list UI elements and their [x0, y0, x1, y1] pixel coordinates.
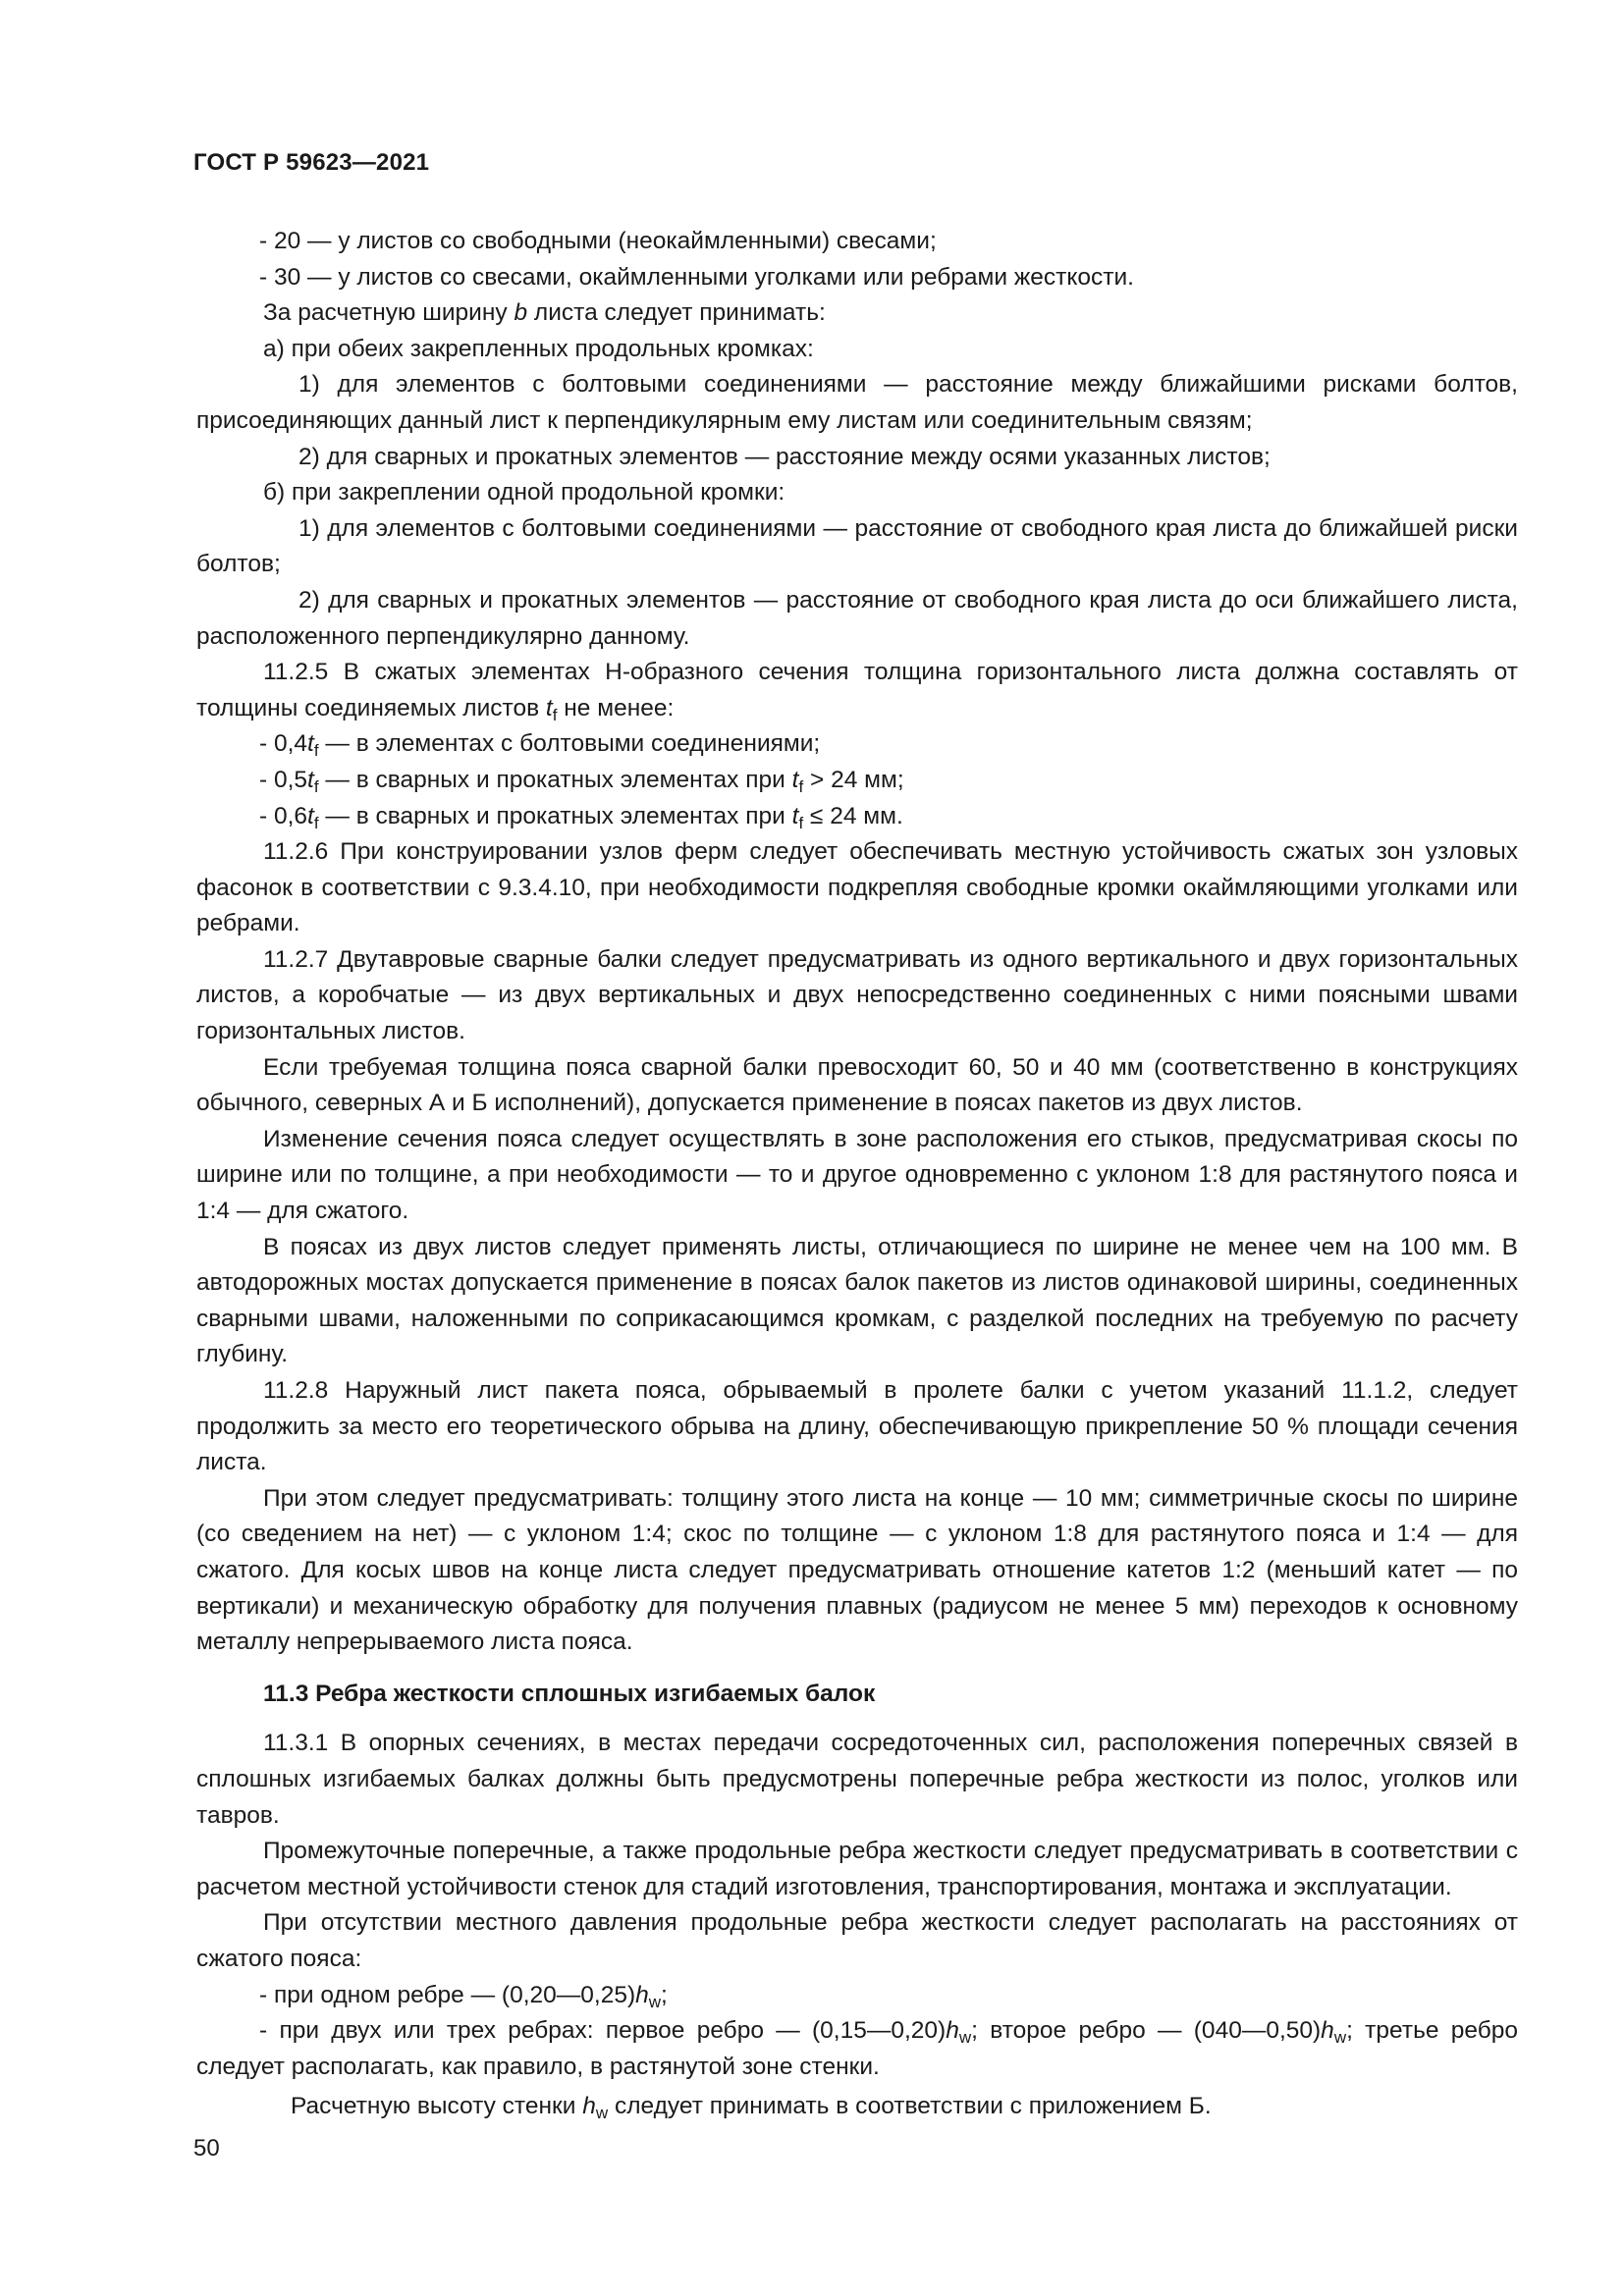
- list-item: - 20 — у листов со свободными (неокаймленными) свесами;: [259, 228, 937, 254]
- text-run: За расчетную ширину: [263, 299, 514, 327]
- list-item: [196, 1978, 1518, 2014]
- list-item: [196, 763, 1518, 799]
- sub-list-item: 1) для элементов с болтовыми соединениями — расстояние от свободного края листа до ближайшей риски болтов;: [196, 514, 1518, 578]
- subscript: f: [552, 705, 558, 724]
- text-run: - 0,5: [259, 766, 308, 793]
- variable: t: [791, 766, 799, 793]
- paragraph: Изменение сечения пояса следует осуществлять в зоне расположения его стыков, предусматривая скосы по ширине или по толщине, а при необходимости — то и другое одновременно с уклоном 1:8 для растянутого пояса и 1:4 — для сжатого.: [196, 1125, 1518, 1225]
- text-run: ;: [661, 1981, 668, 2008]
- sub-list-item: 1) для элементов с болтовыми соединениями — расстояние между ближайшими рисками болтов, присоединяющих данный лист к перпендикулярным ему листам или соединительным связям;: [196, 371, 1518, 434]
- list-item: [196, 2013, 1518, 2085]
- list-item: б) при закреплении одной продольной кромки:: [263, 479, 785, 507]
- subscript: f: [798, 813, 804, 832]
- list-item: - 30 — у листов со свесами, окаймленными уголками или ребрами жесткости.: [259, 263, 1134, 291]
- variable: b: [514, 299, 528, 327]
- text-run: ≤ 24 мм.: [803, 802, 903, 829]
- clause-11-3-1: 11.3.1 В опорных сечениях, в местах передачи сосредоточенных сил, расположения поперечных связей в сплошных изгибаемых балках должны быть предусмотрены поперечные ребра жесткости из полос, уголков или тавров.: [196, 1730, 1518, 1829]
- text-run: Расчетную высоту стенки: [291, 2093, 583, 2120]
- variable: h: [635, 1981, 649, 2008]
- text-run: следует принимать в соответствии с приложением Б.: [608, 2093, 1212, 2120]
- list-item: [196, 799, 1518, 835]
- variable: t: [545, 694, 553, 721]
- text-run: - при одном ребре — (0,20—0,25): [259, 1981, 636, 2008]
- variable: h: [582, 2093, 596, 2120]
- sub-list-item: 2) для сварных и прокатных элементов — расстояние между осями указанных листов;: [298, 443, 1271, 470]
- text-run: — в сварных и прокатных элементах при: [318, 766, 792, 793]
- subscript: w: [958, 2028, 972, 2048]
- subscript: w: [595, 2104, 609, 2123]
- text-run: ; третье ребро следует располагать, как правило, в растянутой зоне стенки.: [196, 2017, 1519, 2080]
- paragraph: [196, 295, 1518, 332]
- body-text: [196, 224, 1518, 2125]
- variable: h: [946, 2017, 959, 2045]
- text-run: 11.2.5 В сжатых элементах Н-образного сечения толщина горизонтального листа должна составлять от толщины соединяемых листов: [196, 659, 1518, 721]
- subscript: f: [313, 776, 319, 796]
- paragraph: При этом следует предусматривать: толщину этого листа на конце — 10 мм; симметричные скосы по ширине (со сведением на нет) — с уклоном 1:4; скос по толщине — с уклоном 1:8 для растянутого пояса и 1:4 — для сжатого. Для косых швов на конце листа следует предусматривать отношение катетов 1:2 (меньший катет — по вертикали) и механическую обработку для получения плавных (радиусом не менее 5 мм) переходов к основному металлу непрерываемого листа пояса.: [196, 1484, 1518, 1656]
- text-run: - при двух или трех ребрах: первое ребро — (0,15—0,20): [259, 2017, 947, 2045]
- sub-list-item: 2) для сварных и прокатных элементов — расстояние от свободного края листа до оси ближайшего листа, расположенного перпендикулярно данному.: [196, 586, 1518, 650]
- paragraph: В поясах из двух листов следует применять листы, отличающиеся по ширине не менее чем на 100 мм. В автодорожных мостах допускается применение в поясах балок пакетов из листов одинаковой ширины, соединенных сварными швами, наложенными по соприкасающимся кромкам, с разделкой последних на требуемую по расчету глубину.: [196, 1233, 1518, 1368]
- subscript: w: [648, 1992, 662, 2011]
- subscript: f: [798, 776, 804, 796]
- subscript: w: [1333, 2028, 1347, 2048]
- subscript: f: [313, 741, 319, 761]
- paragraph: Если требуемая толщина пояса сварной балки превосходит 60, 50 и 40 мм (соответственно в конструкциях обычного, северных А и Б исполнений), допускается применение в поясах пакетов из двух листов.: [196, 1053, 1518, 1117]
- variable: t: [307, 802, 314, 829]
- list-item: а) при обеих закрепленных продольных кромках:: [263, 335, 814, 362]
- standard-designation: ГОСТ Р 59623—2021: [193, 149, 430, 176]
- text-run: ; второе ребро — (040—0,50): [971, 2017, 1322, 2045]
- text-run: листа следует принимать:: [527, 299, 826, 327]
- clause-11-2-6: 11.2.6 При конструировании узлов ферм следует обеспечивать местную устойчивость сжатых зон узловых фасонок в соответствии с 9.3.4.10, при необходимости подкрепляя свободные кромки окаймляющими уголками или ребрами.: [196, 838, 1518, 937]
- variable: t: [307, 766, 314, 793]
- text-run: > 24 мм;: [803, 766, 904, 793]
- variable: t: [307, 730, 314, 758]
- list-item: [196, 726, 1518, 763]
- text-run: - 0,6: [259, 802, 308, 829]
- page-number: 50: [193, 2135, 220, 2162]
- section-heading: 11.3 Ребра жесткости сплошных изгибаемых балок: [263, 1680, 876, 1707]
- subscript: f: [313, 813, 319, 832]
- clause-11-2-8: 11.2.8 Наружный лист пакета пояса, обрываемый в пролете балки с учетом указаний 11.1.2, следует продолжить за место его теоретического обрыва на длину, обеспечивающую прикрепление 50 % площади сечения листа.: [196, 1377, 1518, 1476]
- text-run: не менее:: [557, 694, 675, 721]
- variable: t: [791, 802, 799, 829]
- paragraph: При отсутствии местного давления продольные ребра жесткости следует располагать на расстояниях от сжатого пояса:: [196, 1909, 1518, 1972]
- clause-11-2-5: [196, 655, 1518, 726]
- paragraph: [196, 2089, 1518, 2125]
- variable: h: [1321, 2017, 1334, 2045]
- text-run: - 0,4: [259, 730, 308, 758]
- paragraph: Промежуточные поперечные, а также продольные ребра жесткости следует предусматривать в соответствии с расчетом местной устойчивости стенок для стадий изготовления, транспортирования, монтажа и эксплуатации.: [196, 1838, 1518, 1900]
- text-run: — в элементах с болтовыми соединениями;: [318, 730, 821, 758]
- text-run: — в сварных и прокатных элементах при: [318, 802, 792, 829]
- clause-11-2-7: 11.2.7 Двутавровые сварные балки следует предусматривать из одного вертикального и двух горизонтальных листов, а коробчатые — из двух вертикальных и двух непосредственно соединенных с ними поясными швами горизонтальных листов.: [196, 945, 1518, 1045]
